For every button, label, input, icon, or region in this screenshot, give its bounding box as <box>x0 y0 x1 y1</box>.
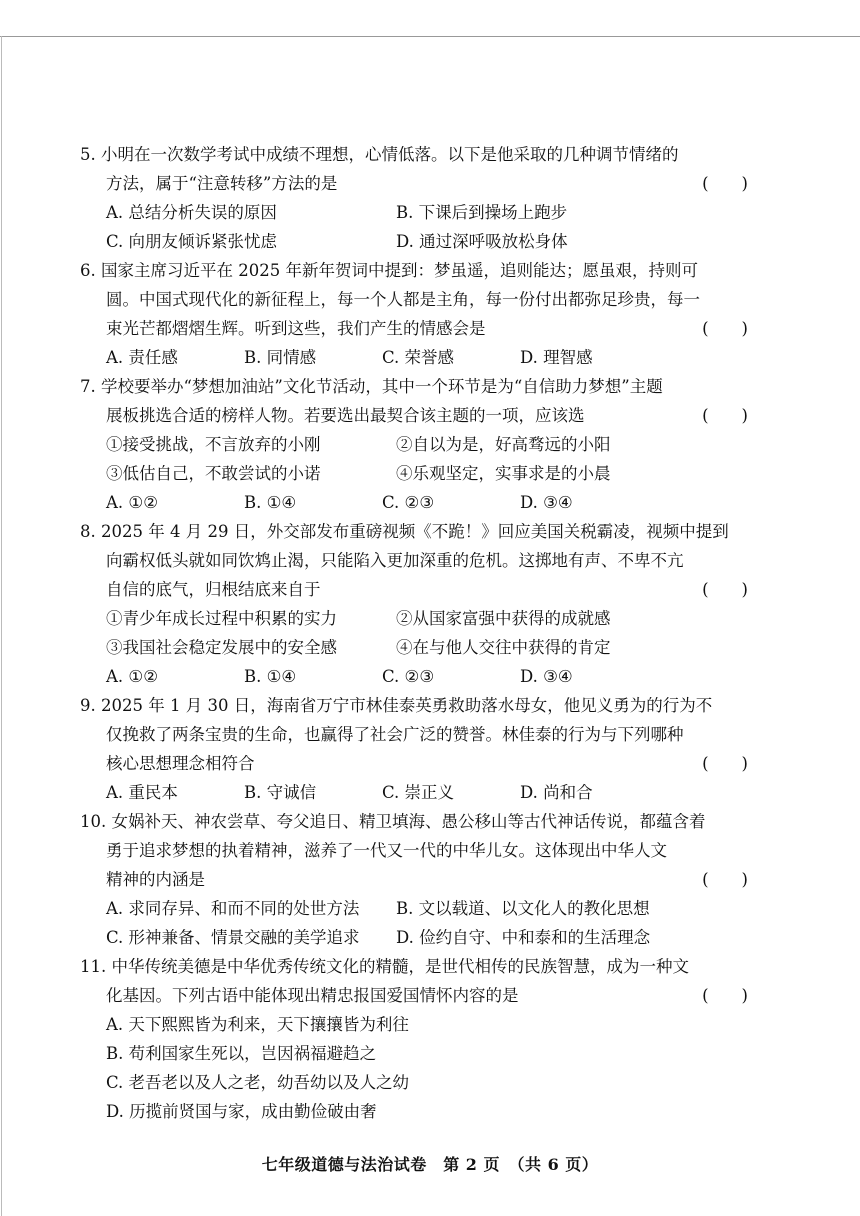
question-stem-line <box>80 575 750 604</box>
option-item: B. ①④ <box>244 493 297 512</box>
top-border-line <box>0 36 860 37</box>
stem-text: 仅挽救了两条宝贵的生命，也赢得了社会广泛的赞誉。林佳泰的行为与下列哪种 <box>106 725 684 744</box>
stem-text: 精神的内涵是 <box>106 870 205 889</box>
statement-item: ④乐观坚定，实事求是的小晨 <box>396 464 611 483</box>
stem-text: 9. 2025 年 1 月 30 日，海南省万宁市林佳泰英勇救助落水母女，他见义勇为的行为不 <box>80 696 713 715</box>
stem-text: 圆。中国式现代化的新征程上，每一个人都是主角，每一份付出都弥足珍贵，每一 <box>106 290 700 309</box>
stem-text: 10. 女娲补天、神农尝草、夸父追日、精卫填海、愚公移山等古代神话传说，都蕴含着 <box>80 812 706 831</box>
answer-bracket: ( ) <box>702 174 748 193</box>
stem-text: 展板挑选合适的榜样人物。若要选出最契合该主题的一项，应该选 <box>106 406 585 425</box>
option-item: A. 重民本 <box>106 783 178 802</box>
option-item: B. ①④ <box>244 667 297 686</box>
option-item: D. ③④ <box>520 493 573 512</box>
answer-bracket: ( ) <box>702 319 748 338</box>
option-row <box>80 343 750 372</box>
question-stem-line <box>80 836 750 865</box>
option-item: B. 守诚信 <box>244 783 317 802</box>
option-item: B. 同情感 <box>244 348 317 367</box>
option-item: D. ③④ <box>520 667 573 686</box>
answer-bracket: ( ) <box>702 986 748 1005</box>
statement-item: ②从国家富强中获得的成就感 <box>396 609 611 628</box>
option-item: D. 通过深呼吸放松身体 <box>396 232 568 251</box>
stem-text: 自信的底气，归根结底来自于 <box>106 580 321 599</box>
option-item: B. 文以载道、以文化人的教化思想 <box>396 899 650 918</box>
statement-item: ①青少年成长过程中积累的实力 <box>106 609 337 628</box>
option-item: C. ②③ <box>382 493 435 512</box>
page-footer: 七年级道德与法治试卷 第 2 页 （共 6 页） <box>261 1155 599 1174</box>
statement-item: ①接受挑战，不言放弃的小刚 <box>106 435 321 454</box>
statement-row <box>80 633 750 662</box>
question-7 <box>80 372 750 517</box>
option-item: C. 荣誉感 <box>382 348 455 367</box>
answer-bracket: ( ) <box>702 870 748 889</box>
exam-page-content <box>80 140 750 1126</box>
statement-row <box>80 604 750 633</box>
option-item: C. ②③ <box>382 667 435 686</box>
option-row <box>80 778 750 807</box>
option-item: A. 责任感 <box>106 348 178 367</box>
question-stem-line <box>80 865 750 894</box>
question-11 <box>80 952 750 1126</box>
option-item: C. 向朋友倾诉紧张忧虑 <box>106 232 278 251</box>
option-item: A. ①② <box>106 493 158 512</box>
question-stem-line <box>80 749 750 778</box>
question-9 <box>80 691 750 807</box>
option-item: B. 下课后到操场上跑步 <box>396 203 568 222</box>
stem-text: 向霸权低头就如同饮鸩止渴，只能陷入更加深重的危机。这掷地有声、不卑不亢 <box>106 551 684 570</box>
option-item: B. 苟利国家生死以，岂因祸福避趋之 <box>106 1044 377 1063</box>
option-row <box>80 198 750 227</box>
answer-bracket: ( ) <box>702 754 748 773</box>
question-stem-line <box>80 720 750 749</box>
question-stem-line <box>80 691 750 720</box>
answer-bracket: ( ) <box>702 406 748 425</box>
option-row <box>80 923 750 952</box>
statement-item: ④在与他人交往中获得的肯定 <box>396 638 611 657</box>
question-stem-line <box>80 314 750 343</box>
question-stem-line <box>80 169 750 198</box>
question-stem-line <box>80 981 750 1010</box>
stem-text: 核心思想理念相符合 <box>106 754 255 773</box>
option-item: D. 理智感 <box>520 348 593 367</box>
stem-text: 化基因。下列古语中能体现出精忠报国爱国情怀内容的是 <box>106 986 519 1005</box>
stem-text: 7. 学校要举办“梦想加油站”文化节活动，其中一个环节是为“自信助力梦想”主题 <box>80 377 663 396</box>
left-border-line <box>1 36 2 1216</box>
option-row <box>80 227 750 256</box>
option-item: C. 老吾老以及人之老，幼吾幼以及人之幼 <box>106 1073 410 1092</box>
question-stem-line <box>80 401 750 430</box>
question-stem-line <box>80 546 750 575</box>
question-stem-line <box>80 807 750 836</box>
question-stem-line <box>80 952 750 981</box>
statement-item: ③我国社会稳定发展中的安全感 <box>106 638 337 657</box>
option-item: A. ①② <box>106 667 158 686</box>
option-item: A. 总结分析失误的原因 <box>106 203 277 222</box>
question-6 <box>80 256 750 372</box>
stem-text: 束光芒都熠熠生辉。听到这些，我们产生的情感会是 <box>106 319 486 338</box>
question-10 <box>80 807 750 952</box>
stem-text: 勇于追求梦想的执着精神，滋养了一代又一代的中华儿女。这体现出中华人文 <box>106 841 667 860</box>
statement-item: ②自以为是，好高骛远的小阳 <box>396 435 611 454</box>
question-stem-line <box>80 372 750 401</box>
answer-bracket: ( ) <box>702 580 748 599</box>
stem-text: 8. 2025 年 4 月 29 日，外交部发布重磅视频《不跪！》回应美国关税霸凌，视频中提到 <box>80 522 729 541</box>
question-stem-line <box>80 285 750 314</box>
option-row <box>80 488 750 517</box>
stem-text: 11. 中华传统美德是中华优秀传统文化的精髓，是世代相传的民族智慧，成为一种文 <box>80 957 689 976</box>
option-item: C. 形神兼备、情景交融的美学追求 <box>106 928 360 947</box>
question-stem-line <box>80 256 750 285</box>
option-item: A. 天下熙熙皆为利来，天下攘攘皆为利往 <box>106 1015 409 1034</box>
option-row <box>80 894 750 923</box>
stem-text: 6. 国家主席习近平在 2025 年新年贺词中提到：梦虽遥，追则能达；愿虽艰，持则可 <box>80 261 698 280</box>
option-item: C. 崇正义 <box>382 783 455 802</box>
question-8 <box>80 517 750 691</box>
option-item: D. 历揽前贤国与家，成由勤俭破由奢 <box>106 1102 377 1121</box>
option-item: D. 俭约自守、中和泰和的生活理念 <box>396 928 651 947</box>
stem-text: 方法，属于“注意转移”方法的是 <box>106 174 338 193</box>
question-5 <box>80 140 750 256</box>
option-item: D. 尚和合 <box>520 783 593 802</box>
statement-item: ③低估自己，不敢尝试的小诺 <box>106 464 321 483</box>
option-item: A. 求同存异、和而不同的处世方法 <box>106 899 360 918</box>
question-stem-line <box>80 140 750 169</box>
statement-row <box>80 459 750 488</box>
option-row <box>80 662 750 691</box>
stem-text: 5. 小明在一次数学考试中成绩不理想，心情低落。以下是他采取的几种调节情绪的 <box>80 145 679 164</box>
statement-row <box>80 430 750 459</box>
question-stem-line <box>80 517 750 546</box>
